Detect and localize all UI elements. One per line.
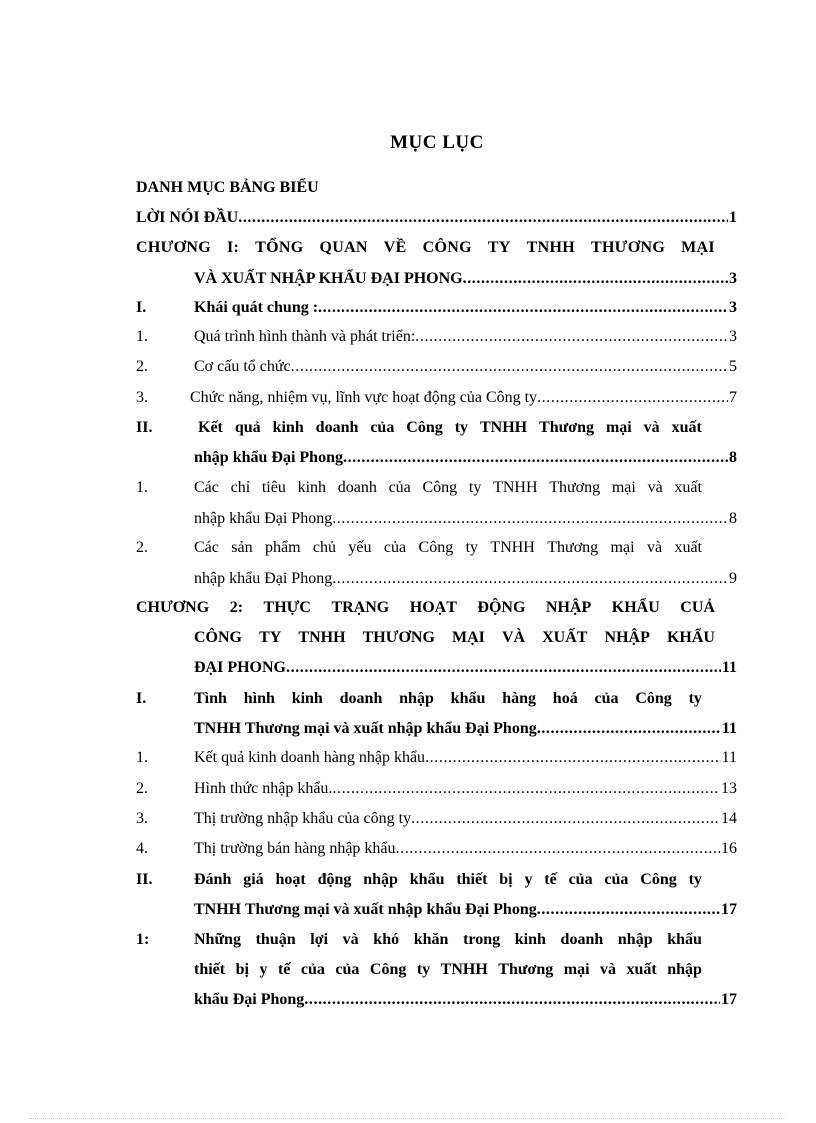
word: hàng xyxy=(502,690,536,707)
word: và xyxy=(643,419,660,436)
entry-title: Quá trình hình thành và phát triển: xyxy=(194,328,416,345)
entry-leader xyxy=(194,265,737,293)
word: bị xyxy=(235,961,249,978)
word: mại xyxy=(563,961,590,978)
word: Các xyxy=(194,539,219,556)
entry-number: II. xyxy=(136,419,153,436)
toc-entry-chapter-1-cont[interactable] xyxy=(136,265,737,293)
page-number: 3 xyxy=(729,299,737,316)
toc-entry-ch2-1-2[interactable] xyxy=(136,775,737,803)
word: TỔNG xyxy=(255,239,304,256)
word: và xyxy=(600,961,617,978)
justified-line xyxy=(194,926,702,954)
entry-leader xyxy=(194,896,737,924)
entry-title: Hình thức nhập khẩu. xyxy=(194,780,333,797)
word: thuận xyxy=(255,931,296,948)
word: Công xyxy=(418,539,454,556)
entry-leader xyxy=(194,835,737,863)
page-number: 1 xyxy=(729,209,737,226)
toc-entry-1-2[interactable] xyxy=(136,353,737,381)
word: chủ xyxy=(312,539,337,556)
word: của xyxy=(388,479,411,496)
word: xuất xyxy=(671,419,702,436)
word: MẠI xyxy=(451,629,485,646)
word: y xyxy=(259,961,268,978)
page-number: 14 xyxy=(721,810,737,827)
word: nhập xyxy=(363,871,398,888)
word: CHƯƠNG xyxy=(136,599,210,616)
word: 2: xyxy=(229,599,244,616)
word: của xyxy=(300,961,325,978)
entry-title: DANH MỤC BẢNG BIỂU xyxy=(136,179,319,196)
entry-number: 3. xyxy=(136,810,148,827)
entry-leader xyxy=(194,323,737,351)
word: và xyxy=(646,539,663,556)
word: khăn xyxy=(413,931,449,948)
word: ty xyxy=(688,871,702,888)
word: TNHH xyxy=(298,629,346,646)
entry-title: Chức năng, nhiệm vụ, lĩnh vực hoạt động của Công ty xyxy=(190,389,538,406)
word: ty xyxy=(688,690,702,707)
word: THƯƠNG xyxy=(362,629,435,646)
word: doanh xyxy=(337,479,377,496)
entry-number: I. xyxy=(136,299,147,316)
word: XUẤT xyxy=(542,629,588,646)
justified-line xyxy=(194,534,702,562)
entry-title: TNHH Thương mại và xuất nhập khẩu Đại Phong xyxy=(194,720,537,737)
entry-number: 3. xyxy=(136,389,148,406)
entry-title: nhập khẩu Đại Phong xyxy=(194,449,343,466)
page-number: 11 xyxy=(721,720,737,737)
justified-line xyxy=(198,414,702,442)
page-number: 17 xyxy=(721,991,737,1008)
entry-title: khẩu Đại Phong xyxy=(194,991,305,1008)
word: kinh xyxy=(297,479,327,496)
justified-line xyxy=(194,866,702,894)
page-number: 8 xyxy=(729,510,737,527)
toc-entry-ch2-2-1[interactable] xyxy=(136,926,737,954)
page-number: 17 xyxy=(721,901,737,918)
word: ĐỘNG xyxy=(477,599,526,616)
entry-leader xyxy=(194,565,737,593)
word: Công xyxy=(640,871,677,888)
toc-entry-ch2-section-1-cont[interactable] xyxy=(136,715,737,743)
toc-entry-2-1[interactable] xyxy=(136,474,737,502)
entry-leader xyxy=(194,986,737,1014)
word: mại xyxy=(605,419,632,436)
word: khẩu xyxy=(450,690,486,707)
word: TNHH xyxy=(493,479,538,496)
page-number: 16 xyxy=(721,840,737,857)
word: tế xyxy=(544,871,557,888)
word: của xyxy=(335,961,360,978)
word: QUAN xyxy=(319,239,368,256)
justified-line xyxy=(194,956,702,984)
word: của xyxy=(568,871,593,888)
toc-entry-preface[interactable] xyxy=(136,204,737,232)
word: CUẢ xyxy=(680,599,715,616)
word: Kết xyxy=(198,419,223,436)
word: VỀ xyxy=(383,239,407,256)
toc-entry-1-1[interactable] xyxy=(136,323,737,351)
toc-entry-2-2[interactable] xyxy=(136,534,737,562)
word: CÔNG xyxy=(194,629,242,646)
entry-leader xyxy=(194,294,737,322)
word: doanh xyxy=(560,931,604,948)
entry-title: nhập khẩu Đại Phong xyxy=(194,510,333,527)
word: trong xyxy=(463,931,501,948)
toc-entry-ch2-2-1-cont2[interactable] xyxy=(136,986,737,1014)
entry-leader xyxy=(194,444,737,472)
word: VÀ xyxy=(501,629,526,646)
word: TNHH xyxy=(440,961,488,978)
entry-leader xyxy=(194,654,737,682)
word: sản xyxy=(231,539,253,556)
word: hoạt xyxy=(275,871,306,888)
entry-leader xyxy=(136,204,737,232)
word: ty xyxy=(468,479,482,496)
page-title: MỤC LỤC xyxy=(390,132,484,153)
toc-entry-list-of-tables[interactable] xyxy=(136,174,737,202)
word: CHƯƠNG xyxy=(136,239,211,256)
toc-entry-2-1-cont[interactable] xyxy=(136,505,737,533)
entry-leader xyxy=(194,505,737,533)
word: NHẬP xyxy=(604,629,650,646)
word: I: xyxy=(226,239,240,256)
word: TNHH xyxy=(526,239,575,256)
word: mại xyxy=(610,539,635,556)
page-number: 7 xyxy=(729,389,737,406)
entry-title: VÀ XUẤT NHẬP KHẨU ĐẠI PHONG xyxy=(194,270,463,287)
entry-title: Khái quát chung : xyxy=(194,299,319,316)
word: nhập xyxy=(399,690,434,707)
word: Công xyxy=(635,690,672,707)
word: tế xyxy=(277,961,291,978)
word: Tình xyxy=(194,690,227,707)
word: khẩu xyxy=(409,871,445,888)
word: Thương xyxy=(547,539,599,556)
word: y xyxy=(524,871,533,888)
toc-entry-1-3[interactable] xyxy=(136,384,737,412)
toc-entry-2-2-cont[interactable] xyxy=(136,565,737,593)
entry-title: Cơ cấu tổ chức xyxy=(194,358,291,375)
justified-line xyxy=(194,474,702,502)
word: thiết xyxy=(456,871,488,888)
entry-number: 2. xyxy=(136,539,148,556)
word: lợi xyxy=(310,931,329,948)
justified-line xyxy=(136,594,715,622)
word: kinh xyxy=(272,419,304,436)
word: NHẬP xyxy=(545,599,592,616)
toc-entry-ch2-2-1-cont[interactable] xyxy=(136,956,737,984)
entry-number: II. xyxy=(136,871,153,888)
word: và xyxy=(342,931,359,948)
entry-number: 1. xyxy=(136,749,148,766)
entry-title: ĐẠI PHONG xyxy=(194,659,286,676)
word: kinh xyxy=(291,690,323,707)
word: của xyxy=(604,871,629,888)
entry-title: Kết quả kinh doanh hàng nhập khẩu xyxy=(194,749,426,766)
page-bottom-rule xyxy=(30,1118,786,1119)
toc-entry-ch2-section-2[interactable] xyxy=(136,866,737,894)
page-number: 9 xyxy=(729,570,737,587)
word: Thương xyxy=(498,961,554,978)
entry-leader xyxy=(190,384,737,412)
word: động xyxy=(317,871,352,888)
word: Đánh xyxy=(194,871,232,888)
word: TY xyxy=(259,629,282,646)
justified-line xyxy=(136,234,715,262)
toc-entry-section-2-cont[interactable] xyxy=(136,444,737,472)
toc-entry-ch2-1-4[interactable] xyxy=(136,835,737,863)
entry-leader xyxy=(194,353,737,381)
word: bị xyxy=(499,871,513,888)
entry-leader xyxy=(194,805,737,833)
word: THƯƠNG xyxy=(590,239,666,256)
toc-entry-chapter-2-cont2[interactable] xyxy=(136,654,737,682)
word: Thương xyxy=(539,419,594,436)
word: Công xyxy=(422,479,458,496)
word: Thương xyxy=(549,479,601,496)
word: xuất xyxy=(674,539,702,556)
word: hoá xyxy=(552,690,578,707)
entry-number: 2. xyxy=(136,780,148,797)
entry-number: 1. xyxy=(136,479,148,496)
word: thiết xyxy=(194,961,226,978)
toc-entry-ch2-section-2-cont[interactable] xyxy=(136,896,737,924)
word: của xyxy=(594,690,619,707)
entry-leader xyxy=(194,775,737,803)
toc-entry-ch2-1-1[interactable] xyxy=(136,744,737,772)
word: THỰC xyxy=(263,599,311,616)
word: nhập xyxy=(667,961,702,978)
word: khẩu xyxy=(667,931,702,948)
word: KHẨU xyxy=(666,629,715,646)
word: Công xyxy=(369,961,407,978)
word: hình xyxy=(243,690,275,707)
toc-entry-chapter-1[interactable] xyxy=(136,234,737,262)
word: chỉ xyxy=(230,479,251,496)
word: tiêu xyxy=(261,479,286,496)
page-number: 13 xyxy=(721,780,737,797)
word: Những xyxy=(194,931,241,948)
word: TNHH xyxy=(479,419,528,436)
entry-title: nhập khẩu Đại Phong xyxy=(194,570,333,587)
page-number: 5 xyxy=(729,358,737,375)
word: HOẠT xyxy=(409,599,457,616)
entry-number: 4. xyxy=(136,840,148,857)
word: ty xyxy=(465,539,479,556)
word: TY xyxy=(487,239,511,256)
entry-number: 1. xyxy=(136,328,148,345)
word: xuất xyxy=(674,479,702,496)
toc-entry-chapter-2-cont[interactable] xyxy=(136,624,737,652)
word: quả xyxy=(234,419,261,436)
word: của xyxy=(383,539,407,556)
entry-number: 1: xyxy=(136,931,150,948)
page-number: 11 xyxy=(721,659,737,676)
entry-leader xyxy=(194,744,737,772)
word: TNHH xyxy=(490,539,535,556)
word: ty xyxy=(416,961,431,978)
word: doanh xyxy=(315,419,359,436)
entry-title: Thị trường nhập khẩu của công ty xyxy=(194,810,412,827)
entry-title: LỜI NÓI ĐẦU xyxy=(136,209,239,226)
word: của xyxy=(370,419,395,436)
word: TRẠNG xyxy=(331,599,390,616)
entry-number: 2. xyxy=(136,358,148,375)
word: và xyxy=(647,479,663,496)
toc-entry-chapter-2[interactable] xyxy=(136,594,737,622)
word: yếu xyxy=(348,539,372,556)
word: kinh xyxy=(514,931,546,948)
word: ty xyxy=(454,419,469,436)
justified-line xyxy=(194,624,715,652)
toc-entry-ch2-section-1[interactable] xyxy=(136,685,737,713)
page-number: 8 xyxy=(729,449,737,466)
word: doanh xyxy=(339,690,383,707)
toc-entry-ch2-1-3[interactable] xyxy=(136,805,737,833)
word: mại xyxy=(611,479,636,496)
page-number: 3 xyxy=(729,270,737,287)
page-number: 11 xyxy=(721,749,737,766)
word: khó xyxy=(373,931,400,948)
toc-entry-section-2[interactable] xyxy=(136,414,737,442)
word: Công xyxy=(406,419,443,436)
word: xuất xyxy=(626,961,657,978)
word: Các xyxy=(194,479,219,496)
entry-number: I. xyxy=(136,690,147,707)
word: KHẨU xyxy=(611,599,660,616)
word: phẩm xyxy=(264,539,301,556)
word: nhập xyxy=(617,931,653,948)
justified-line xyxy=(194,685,702,713)
entry-leader xyxy=(194,715,737,743)
entry-title: Thị trường bán hàng nhập khẩu xyxy=(194,840,396,857)
page-number: 3 xyxy=(729,328,737,345)
entry-title: TNHH Thương mại và xuất nhập khẩu Đại Phong xyxy=(194,901,537,918)
word: MẠI xyxy=(681,239,715,256)
word: giá xyxy=(243,871,264,888)
word: CÔNG xyxy=(422,239,472,256)
toc-entry-section-1[interactable] xyxy=(136,294,737,322)
